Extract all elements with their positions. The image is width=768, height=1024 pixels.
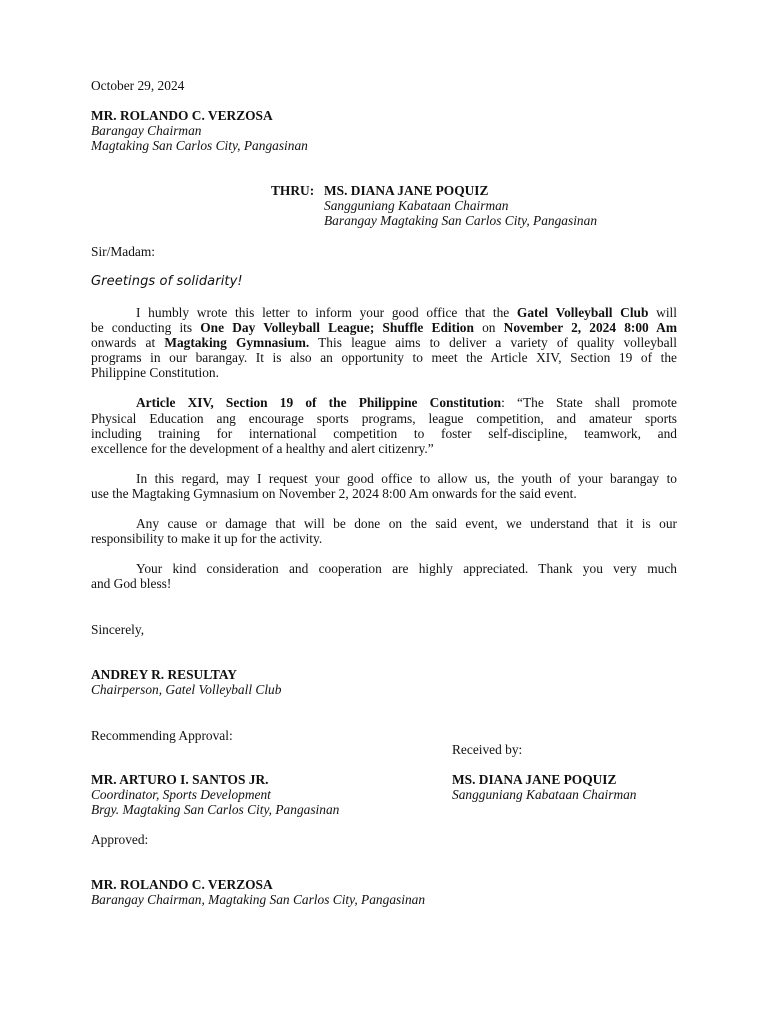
text-run: Your kind consideration and cooperation are highly appreciated. Thank you very much	[136, 561, 677, 577]
recommender-title: Coordinator, Sports Development	[91, 787, 271, 803]
text-run: on	[473, 320, 504, 336]
paragraph-line	[91, 395, 677, 410]
paragraph-line	[91, 576, 677, 591]
thru-name: MS. DIANA JANE POQUIZ	[324, 183, 489, 198]
sender-title: Chairperson, Gatel Volleyball Club	[91, 682, 282, 698]
received-label: Received by:	[452, 742, 523, 757]
thru-line	[271, 183, 597, 198]
bold-text-run: Gatel Volleyball Club	[516, 305, 649, 320]
text-run: including training for international competition to foster self-discipline, teamwork, and	[91, 425, 677, 441]
thru-block	[271, 183, 597, 228]
text-run: Physical Education ang encourage sports programs, league competition, and amateur sports	[91, 410, 677, 426]
text-run: Any cause or damage that will be done on the said event, we understand that it is our	[136, 516, 677, 532]
text-run: : “The State shall promote	[501, 395, 677, 411]
paragraph-line	[91, 561, 677, 576]
text-run: responsibility to make it up for the activity.	[91, 531, 323, 547]
receiver-title: Sangguniang Kabataan Chairman	[452, 787, 637, 803]
letter-date: October 29, 2024	[91, 78, 185, 93]
paragraph-line	[91, 350, 677, 365]
body-paragraph	[91, 516, 677, 546]
receiver-name: MS. DIANA JANE POQUIZ	[452, 772, 617, 787]
paragraph-line	[91, 365, 677, 380]
thru-title: Sangguniang Kabataan Chairman	[324, 198, 509, 214]
bold-text-run: Article XIV, Section 19 of the Philippine Constitution	[136, 395, 502, 411]
paragraph-line	[91, 471, 677, 486]
text-run: will	[648, 305, 677, 320]
paragraph-line	[91, 486, 677, 501]
approver-name: MR. ROLANDO C. VERZOSA	[91, 877, 273, 892]
text-run: This league aims to deliver a variety of quality volleyball	[309, 335, 677, 351]
text-run: be conducting its	[91, 320, 201, 336]
paragraph-line	[91, 335, 677, 350]
approver-block	[91, 877, 425, 907]
body-paragraph	[91, 395, 677, 455]
text-run: In this regard, may I request your good office to allow us, the youth of your barangay to	[136, 470, 677, 486]
text-run: I humbly wrote this letter to inform your good office that the	[136, 305, 517, 320]
approver-title: Barangay Chairman, Magtaking San Carlos City, Pangasinan	[91, 892, 426, 908]
recommender-block	[91, 772, 339, 817]
text-run: and God bless!	[91, 576, 172, 592]
paragraph-line	[91, 305, 677, 320]
greeting: Greetings of solidarity!	[91, 274, 243, 289]
bold-text-run: November 2, 2024 8:00 Am	[503, 320, 677, 336]
paragraph-line	[91, 516, 677, 531]
paragraph-line	[91, 426, 677, 441]
addressee-address: Magtaking San Carlos City, Pangasinan	[91, 138, 308, 154]
approved-label: Approved:	[91, 832, 149, 847]
paragraph-line	[91, 441, 677, 456]
thru-address: Barangay Magtaking San Carlos City, Pangasinan	[324, 213, 598, 229]
salutation: Sir/Madam:	[91, 244, 155, 259]
body-paragraph	[91, 561, 677, 591]
addressee-title: Barangay Chairman	[91, 123, 202, 139]
addressee-name: MR. ROLANDO C. VERZOSA	[91, 108, 273, 123]
text-run: onwards at	[91, 335, 165, 351]
text-run: Philippine Constitution.	[91, 365, 219, 381]
closing: Sincerely,	[91, 622, 145, 637]
thru-label: THRU:	[271, 183, 315, 198]
paragraph-line	[91, 320, 677, 335]
addressee-block	[91, 108, 308, 153]
text-run: programs in our barangay. It is also an opportunity to meet the Article XIV, Section 19 of the	[91, 350, 677, 366]
receiver-block	[452, 772, 637, 802]
sender-block	[91, 667, 281, 697]
body-paragraph	[91, 471, 677, 501]
paragraph-line	[91, 411, 677, 426]
body-paragraph	[91, 305, 677, 380]
text-run: excellence for the development of a healthy and alert citizenry.”	[91, 440, 434, 456]
bold-text-run: One Day Volleyball League; Shuffle Edition	[200, 320, 474, 336]
bold-text-run: Magtaking Gymnasium.	[164, 335, 310, 351]
paragraph-line	[91, 531, 677, 546]
recommender-name: MR. ARTURO I. SANTOS JR.	[91, 772, 269, 787]
letter-body	[91, 305, 677, 606]
text-run: use the Magtaking Gymnasium on November 2, 2024 8:00 Am onwards for the said event.	[91, 485, 577, 501]
recommender-address: Brgy. Magtaking San Carlos City, Pangasinan	[91, 802, 340, 818]
recommending-label: Recommending Approval:	[91, 728, 233, 743]
sender-name: ANDREY R. RESULTAY	[91, 667, 237, 682]
